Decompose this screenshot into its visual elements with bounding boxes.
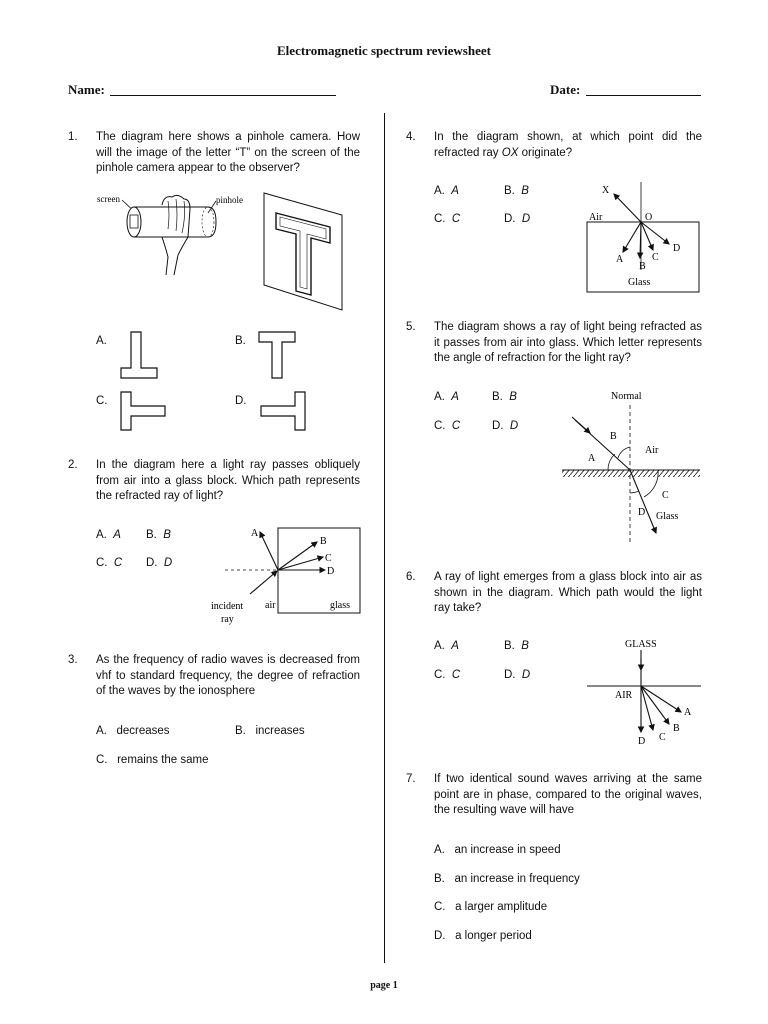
svg-text:D: D xyxy=(673,243,681,254)
svg-text:B: B xyxy=(673,723,680,734)
option-a[interactable]: A. decreases xyxy=(96,725,170,737)
option-d[interactable]: D. D xyxy=(492,420,519,432)
option-a[interactable]: A. an increase in speed xyxy=(434,844,561,856)
question-text: The diagram shows a ray of light being refracted as it passes from air into glass. Which letter represents the angle of refraction for the light ray? xyxy=(434,321,702,364)
svg-text:X: X xyxy=(602,185,610,196)
option-a[interactable]: A. A xyxy=(434,185,459,197)
name-field-line[interactable] xyxy=(110,95,336,96)
svg-text:ray: ray xyxy=(221,614,234,625)
glass-air-emergence-figure xyxy=(585,636,703,748)
fig-label-screen: screen xyxy=(97,194,120,204)
svg-text:C: C xyxy=(325,553,332,564)
svg-text:D: D xyxy=(327,566,335,577)
svg-text:Normal: Normal xyxy=(611,391,642,402)
option-a[interactable]: A. A xyxy=(434,640,459,652)
svg-text:incident: incident xyxy=(211,601,244,612)
column-divider xyxy=(384,113,385,963)
option-c[interactable]: C. a larger amplitude xyxy=(434,901,548,913)
question-number: 5. xyxy=(406,321,416,333)
option-b[interactable]: B. B xyxy=(492,391,517,403)
date-field-line[interactable] xyxy=(586,95,701,96)
svg-text:A: A xyxy=(616,254,624,265)
option-c-shape[interactable] xyxy=(118,390,168,435)
option-d-shape[interactable] xyxy=(258,390,310,435)
svg-text:A: A xyxy=(251,528,259,539)
svg-text:A: A xyxy=(588,453,596,464)
svg-text:Air: Air xyxy=(645,445,659,456)
option-b[interactable]: B. B xyxy=(146,529,171,541)
svg-text:B: B xyxy=(320,536,327,547)
option-d[interactable]: D. a longer period xyxy=(434,930,532,942)
option-b[interactable]: B. an increase in frequency xyxy=(434,873,580,885)
question-text: In the diagram here a light ray passes obliquely from air into a glass block. Which path represents the refracted ray of light? xyxy=(96,459,360,502)
glass-block-refraction-figure xyxy=(205,522,365,627)
question-number: 1. xyxy=(68,131,78,143)
svg-text:AIR: AIR xyxy=(615,690,633,701)
svg-text:air: air xyxy=(265,600,276,611)
svg-text:Air: Air xyxy=(589,212,603,223)
option-c[interactable]: C. C xyxy=(434,213,461,225)
svg-text:C: C xyxy=(662,490,669,501)
option-b[interactable]: B. B xyxy=(504,185,529,197)
option-d[interactable]: D. D xyxy=(146,557,173,569)
option-c[interactable]: C. C xyxy=(434,420,461,432)
question-number: 7. xyxy=(406,773,416,785)
option-b-shape[interactable] xyxy=(256,330,306,380)
option-letter: C. xyxy=(96,395,108,407)
refraction-angle-figure xyxy=(560,385,703,547)
question-number: 3. xyxy=(68,654,78,666)
question-text: If two identical sound waves arriving at the same point are in phase, compared to the original waves, the resulting wave will have xyxy=(434,773,702,816)
svg-text:B: B xyxy=(610,431,617,442)
question-number: 4. xyxy=(406,131,416,143)
svg-text:D: D xyxy=(638,507,646,518)
ray-origin-figure xyxy=(585,180,703,296)
question-text: The diagram here shows a pinhole camera. How will the image of the letter “T” on the screen of the pinhole camera appear to the observer? xyxy=(96,131,360,174)
option-a[interactable]: A. A xyxy=(434,391,459,403)
option-c[interactable]: C. remains the same xyxy=(96,754,209,766)
date-label: Date: xyxy=(550,82,581,97)
option-a-shape[interactable] xyxy=(118,330,168,380)
page-number: page 1 xyxy=(370,980,398,991)
option-c[interactable]: C. C xyxy=(434,669,461,681)
svg-text:C: C xyxy=(652,252,659,263)
svg-text:Glass: Glass xyxy=(628,277,651,288)
svg-text:Glass: Glass xyxy=(656,511,679,522)
fig-label-pinhole: pinhole xyxy=(216,195,243,205)
question-number: 2. xyxy=(68,459,78,471)
svg-text:O: O xyxy=(645,212,653,223)
svg-text:A: A xyxy=(684,707,692,718)
option-d[interactable]: D. D xyxy=(504,213,531,225)
name-label: Name: xyxy=(68,82,105,97)
option-c[interactable]: C. C xyxy=(96,557,123,569)
option-letter: A. xyxy=(96,335,107,347)
pinhole-camera-figure xyxy=(92,185,362,315)
svg-text:B: B xyxy=(639,261,646,272)
question-text: In the diagram shown, at which point did the refracted ray OX originate? xyxy=(434,131,702,159)
option-a[interactable]: A. A xyxy=(96,529,121,541)
svg-text:GLASS: GLASS xyxy=(625,639,657,650)
svg-text:D: D xyxy=(638,736,646,747)
question-number: 6. xyxy=(406,571,416,583)
question-text: A ray of light emerges from a glass block into air as shown in the diagram. Which path would the light ray take? xyxy=(434,571,702,614)
page-title: Electromagnetic spectrum reviewsheet xyxy=(277,43,491,58)
svg-text:C: C xyxy=(659,732,666,743)
option-letter: B. xyxy=(235,335,246,347)
option-d[interactable]: D. D xyxy=(504,669,531,681)
option-letter: D. xyxy=(235,395,247,407)
question-text: As the frequency of radio waves is decreased from vhf to standard frequency, the degree of refraction of the waves by the ionosphere xyxy=(96,654,360,697)
option-b[interactable]: B. increases xyxy=(235,725,305,737)
option-b[interactable]: B. B xyxy=(504,640,529,652)
svg-text:glass: glass xyxy=(330,600,350,611)
